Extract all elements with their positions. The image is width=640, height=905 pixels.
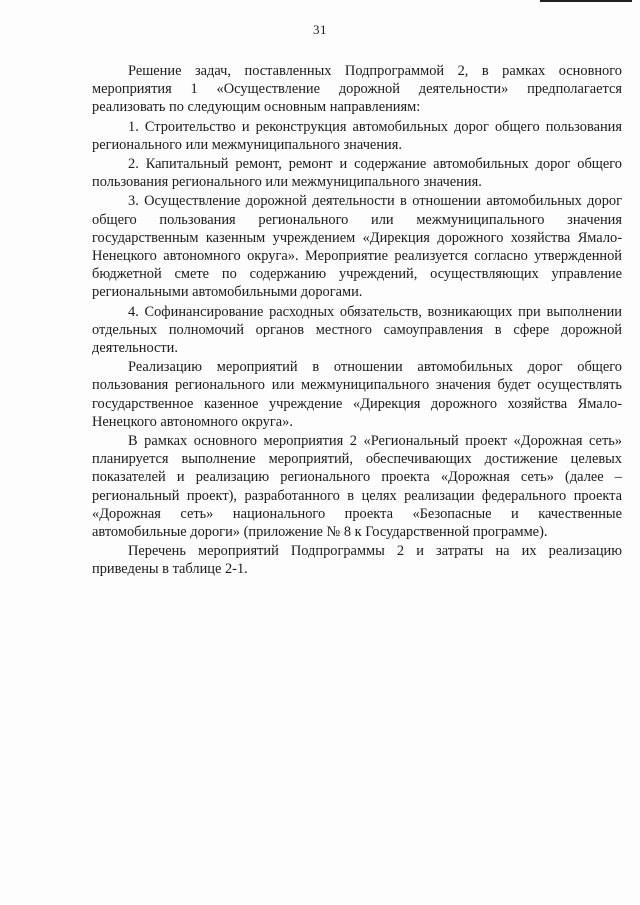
- paragraph-item-4: 4. Софинансирование расходных обязательств, возникающих при выполнении отдельных полномочий органов местного самоуправления в сфере дорожной деятельности.: [92, 303, 622, 357]
- paragraph-table-reference: Перечень мероприятий Подпрограммы 2 и затраты на их реализацию приведены в таблице 2-1.: [92, 543, 622, 578]
- page-number: 31: [313, 22, 327, 37]
- paragraph-item-3: 3. Осуществление дорожной деятельности в отношении автомобильных дорог общего пользования регионального или межмуниципального значения государственным казенным учреждением «Дирекция дорожного хозяйства Ямало-Ненецкого автономного округа». Мероприятие реализуется согласно утвержденной бюджетной смете по содержанию учреждений, осуществляющих управление региональными автомобильными дорогами.: [92, 193, 622, 301]
- paragraph-regional-project: В рамках основного мероприятия 2 «Региональный проект «Дорожная сеть» планируется выполнение мероприятий, обеспечивающих достижение целевых показателей и реализацию регионального проекта «Дорожная сеть» (далее – региональный проект), разработанного в целях реализации федерального проекта «Дорожная сеть» национального проекта «Безопасные и качественные автомобильные дороги» (приложение № 8 к Государственной программе).: [92, 433, 622, 541]
- paragraph-item-1: 1. Строительство и реконструкция автомобильных дорог общего пользования регионального или межмуниципального значения.: [92, 118, 622, 153]
- document-body: [92, 62, 622, 579]
- paragraph-item-2: 2. Капитальный ремонт, ремонт и содержание автомобильных дорог общего пользования регионального или межмуниципального значения.: [92, 156, 622, 191]
- paragraph-intro: Решение задач, поставленных Подпрограммой 2, в рамках основного мероприятия 1 «Осуществление дорожной деятельности» предполагается реализовать по следующим основным направлениям:: [92, 63, 622, 116]
- paragraph-implementation: Реализацию мероприятий в отношении автомобильных дорог общего пользования регионального или межмуниципального значения будет осуществлять государственное казенное учреждение «Дирекция дорожного хозяйства Ямало-Ненецкого автономного округа».: [92, 359, 622, 430]
- corner-scan-mark: [540, 0, 632, 2]
